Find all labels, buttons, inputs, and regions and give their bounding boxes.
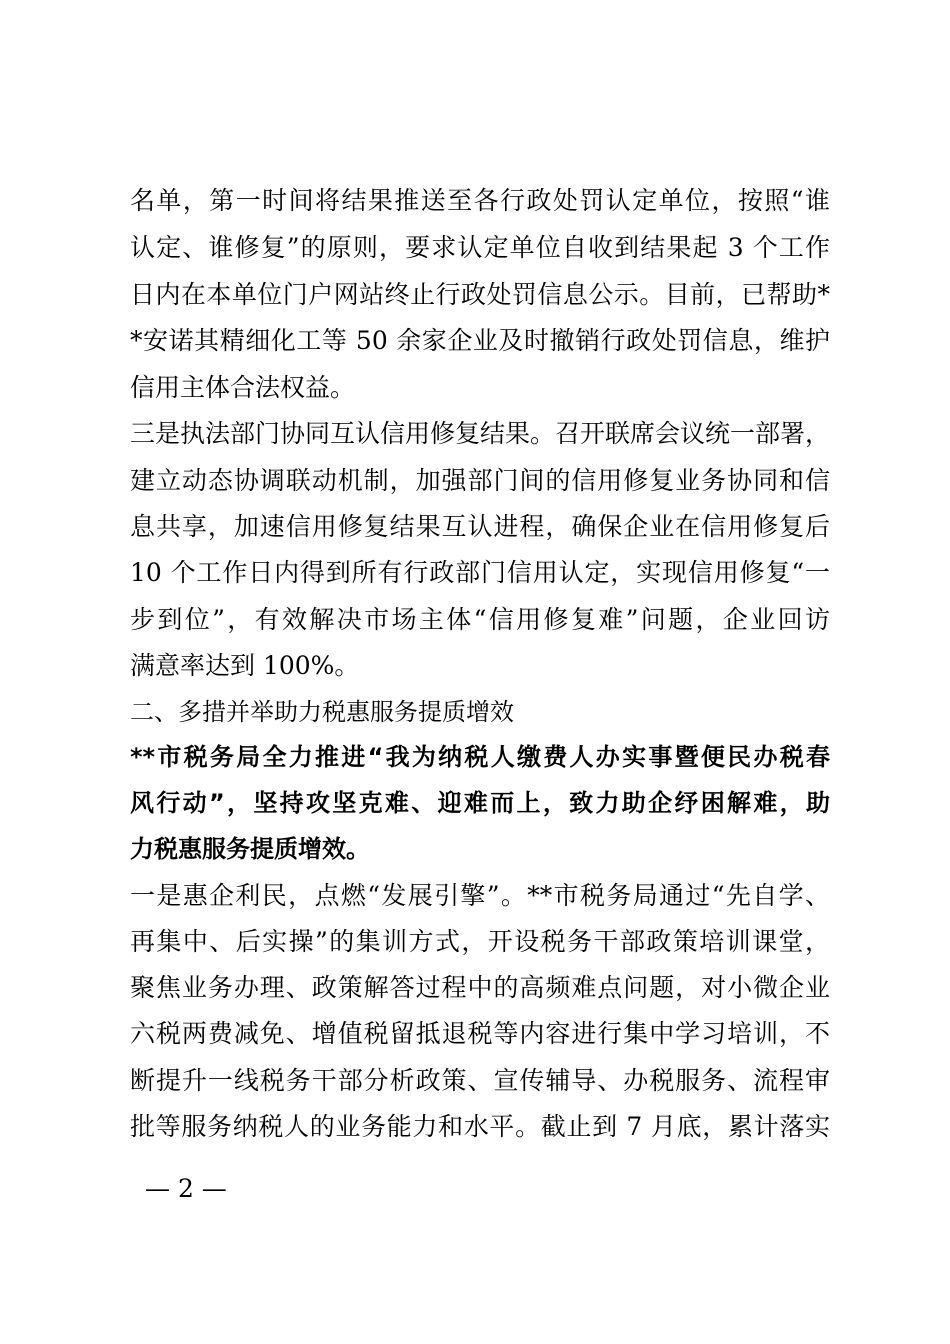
bold-paragraph-line: **市税务局全力推进“我为纳税人缴费人办实事暨便民办税春 [130,743,830,771]
paragraph-line: 日内在本单位门户网站终止行政处罚信息公示。目前，已帮助* [130,280,830,309]
paragraph-line: *安诺其精细化工等 50 余家企业及时撤销行政处罚信息，维护 [130,326,830,355]
paragraph-line: 息共享，加速信用修复结果互认进程，确保企业在信用修复后 [130,512,830,541]
paragraph-line: 步到位”，有效解决市场主体“信用修复难”问题，企业回访 [130,605,830,634]
paragraph-line: 10 个工作日内得到所有行政部门信用认定，实现信用修复“一 [130,558,830,587]
paragraph-line: 建立动态协调联动机制，加强部门间的信用修复业务协同和信 [130,466,830,495]
paragraph-line: 三是执法部门协同互认信用修复结果。召开联席会议统一部署， [130,419,830,448]
page-number: — 2 — [145,1174,227,1203]
section-heading: 二、多措并举助力税惠服务提质增效 [130,698,514,726]
paragraph-line: 名单，第一时间将结果推送至各行政处罚认定单位，按照“谁 [130,186,830,215]
paragraph-line: 断提升一线税务干部分析政策、宣传辅导、办税服务、流程审 [130,1066,830,1095]
paragraph-line: 认定、谁修复”的原则，要求认定单位自收到结果起 3 个工作 [130,233,830,262]
paragraph-line: 批等服务纳税人的业务能力和水平。截止到 7 月底，累计落实 [130,1112,830,1141]
paragraph-line: 再集中、后实操”的集训方式，开设税务干部政策培训课堂， [130,927,830,956]
paragraph-line: 满意率达到 100%。 [130,651,360,680]
paragraph-line: 六税两费减免、增值税留抵退税等内容进行集中学习培训，不 [130,1019,830,1048]
paragraph-line: 一是惠企利民，点燃“发展引擎”。**市税务局通过“先自学、 [130,881,830,910]
bold-paragraph-line: 风行动”，坚持攻坚克难、迎难而上，致力助企纾困解难，助 [130,789,830,817]
bold-paragraph-line: 力税惠服务提质增效。 [130,835,370,863]
paragraph-line: 聚焦业务办理、政策解答过程中的高频难点问题，对小微企业 [130,973,830,1002]
paragraph-line: 信用主体合法权益。 [130,373,356,402]
